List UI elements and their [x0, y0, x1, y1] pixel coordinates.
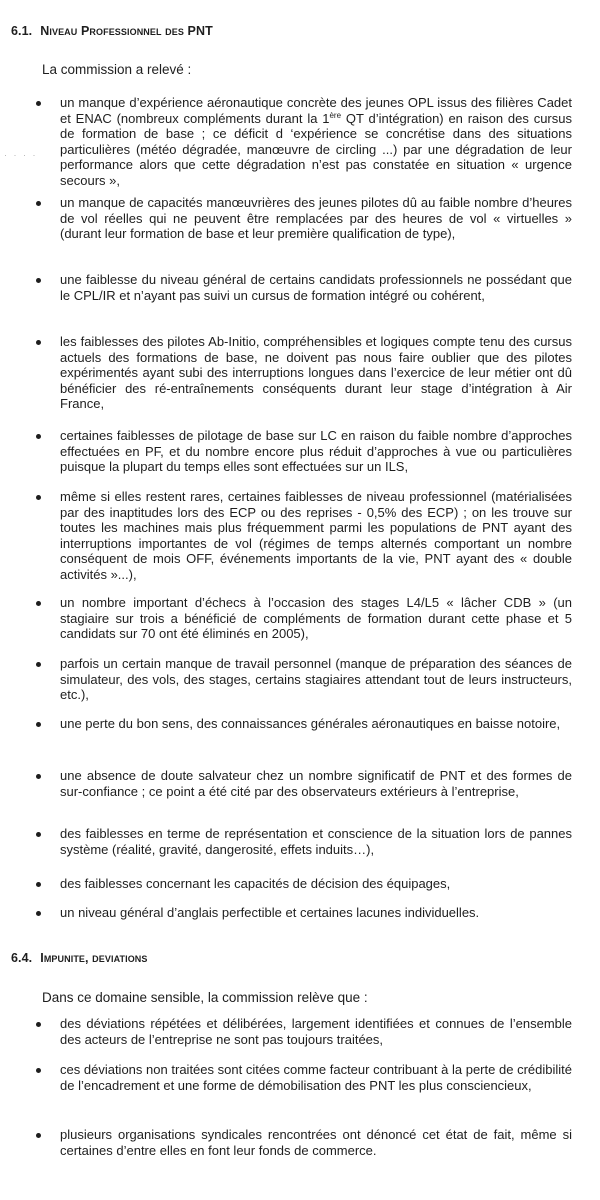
list-item-text: ces déviations non traitées sont citées comme facteur contribuant à la perte de crédibilité de l’encadrement et une forme de démobilisation des PNT les plus consciencieux, [60, 1062, 572, 1093]
list-item [36, 826, 572, 857]
section-number: 6.4. [11, 951, 33, 965]
bullet-icon [36, 882, 41, 887]
list-item [36, 768, 572, 799]
section-heading-6-1 [11, 24, 213, 38]
list-item-text: un manque de capacités manœuvrières des jeunes pilotes dû au faible nombre d’heures de vol réelles qui ne peuvent être remplacées par des heures de vol « virtuelles » (durant leur formation de base et leur première qualification de type), [60, 195, 572, 242]
list-item [36, 656, 572, 703]
list-item-text: des faiblesses en terme de représentation et conscience de la situation lors de pannes système (réalité, gravité, dangerosité, effets induits…), [60, 826, 572, 857]
section-intro: La commission a relevé : [42, 62, 192, 77]
list-item [36, 195, 572, 242]
bullet-icon [36, 662, 41, 667]
bullet-icon [36, 601, 41, 606]
scan-specks: · · · · [4, 150, 38, 160]
list-item [36, 905, 572, 921]
list-item [36, 716, 572, 732]
list-item [36, 428, 572, 475]
list-item-text: même si elles restent rares, certaines faiblesses de niveau professionnel (matérialisées par des inaptitudes lors des ECP ou des reprises - 0,5% des ECP) ; on les trouve sur toutes les machines mais plus fréquemment parmi les populations de PNT ayant des interruptions importantes de vol (régimes de temps alternés comportant un nombre conséquent de mois OFF, événements importants de la vie, PNT ayant des « double activités »...), [60, 489, 572, 582]
section-title: Impunite, deviations [40, 951, 148, 965]
list-item [36, 334, 572, 412]
list-item-text: parfois un certain manque de travail personnel (manque de préparation des séances de simulateur, des vols, des stages, certains stagiaires attendant tout de leurs instructeurs, etc.), [60, 656, 572, 703]
bullet-icon [36, 832, 41, 837]
list-item [36, 272, 572, 303]
list-item-text: des déviations répétées et délibérées, largement identifiées et connues de l’ensemble des acteurs de l’entreprise ne sont pas toujours traitées, [60, 1016, 572, 1047]
list-item [36, 595, 572, 642]
list-item [36, 876, 572, 892]
list-item-text: un manque d’expérience aéronautique concrète des jeunes OPL issus des filières Cadet et ENAC (nombreux compléments durant la 1ère QT d’intégration) en raison des cursus de formation de base ; ce déficit d ‘expérience se concrétise dans des situations particulières (météo dégradée, manœuvre de circling ...) par une dégradation de leur performance alors que cette dégradation n’est pas constatée en situation « urgence secours », [60, 95, 572, 188]
section-number: 6.1. [11, 24, 33, 38]
bullet-icon [36, 434, 41, 439]
bullet-icon [36, 495, 41, 500]
bullet-icon [36, 340, 41, 345]
list-item-text: certaines faiblesses de pilotage de base sur LC en raison du faible nombre d’approches effectuées en PF, et du nombre encore plus réduit d’approches à vue ou particulières puisque la plupart du temps elles sont effectuées sur un ILS, [60, 428, 572, 475]
list-item-text: plusieurs organisations syndicales rencontrées ont dénoncé cet état de fait, même si certaines d’entre elles en font leur fonds de commerce. [60, 1127, 572, 1158]
list-item [36, 95, 572, 189]
list-item-text: une absence de doute salvateur chez un nombre significatif de PNT et des formes de sur-confiance ; ce point a été cité par des observateurs extérieurs à l’entreprise, [60, 768, 572, 799]
section-intro: Dans ce domaine sensible, la commission relève que : [42, 990, 368, 1005]
bullet-icon [36, 722, 41, 727]
list-item-text: des faiblesses concernant les capacités de décision des équipages, [60, 876, 451, 891]
section-title: Niveau Professionnel des PNT [40, 24, 213, 38]
list-item [36, 1016, 572, 1047]
list-item-text: un niveau général d’anglais perfectible et certaines lacunes individuelles. [60, 905, 480, 920]
bullet-icon [36, 1133, 41, 1138]
section-heading-6-4 [11, 951, 148, 965]
bullet-icon [36, 101, 41, 106]
bullet-icon [36, 911, 41, 916]
list-item-text: une faiblesse du niveau général de certains candidats professionnels ne possédant que le CPL/IR et n’ayant pas suivi un cursus de formation intégré ou cohérent, [60, 272, 572, 303]
list-item-text: un nombre important d’échecs à l’occasion des stages L4/L5 « lâcher CDB » (un stagiaire sur trois a bénéficié de compléments de formation durant cette phase et 5 candidats sur 70 ont été éliminés en 2005), [60, 595, 572, 642]
bullet-icon [36, 774, 41, 779]
list-item [36, 1062, 572, 1093]
list-item-text: les faiblesses des pilotes Ab-Initio, compréhensibles et logiques compte tenu des cursus actuels des formations de base, ne doivent pas nous faire oublier que des pilotes expérimentés ayant subi des interruptions longues dans l’exercice de leur métier ont dû bénéficier des ré-entraînements conséquents durant leur stage d’intégration à Air France, [60, 334, 572, 412]
list-item [36, 1127, 572, 1158]
list-item [36, 489, 572, 583]
bullet-icon [36, 1068, 41, 1073]
bullet-icon [36, 1022, 41, 1027]
list-item-text: une perte du bon sens, des connaissances générales aéronautiques en baisse notoire, [60, 716, 561, 731]
bullet-icon [36, 201, 41, 206]
bullet-icon [36, 278, 41, 283]
